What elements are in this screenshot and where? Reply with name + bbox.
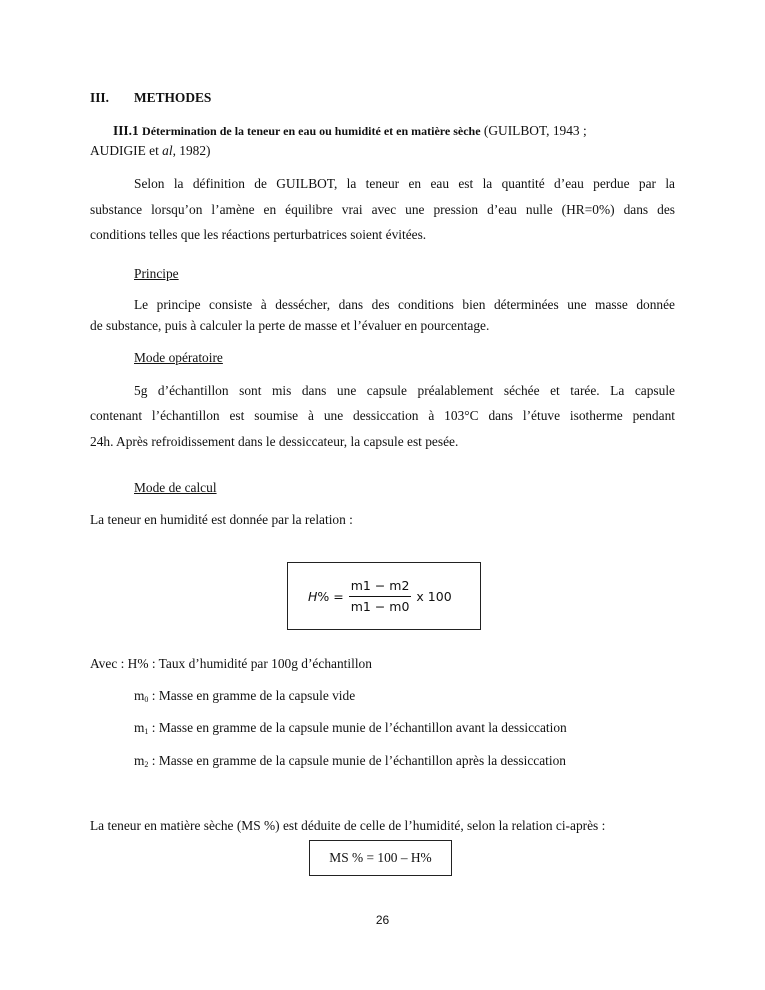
principe-line-1: Le principe consiste à dessécher, dans des conditions bien déterminées une masse donnée [134, 297, 675, 312]
m0-description: : Masse en gramme de la capsule vide [148, 688, 356, 703]
ref-etal: al [162, 143, 173, 158]
ref-authors: AUDIGIE et [90, 143, 163, 158]
mode-operatoire-line-1: 5g d’échantillon sont mis dans une capsule préalablement séchée et tarée. La capsule [134, 383, 675, 398]
humidity-formula [308, 573, 452, 619]
humidity-formula-box [287, 562, 481, 630]
matiere-seche-intro: La teneur en matière sèche (MS %) est déduite de celle de l’humidité, selon la relation ci-après : [90, 818, 606, 833]
formula-h-variable: H [308, 588, 318, 604]
section-heading [90, 90, 109, 106]
ref-year: , 1982) [172, 143, 211, 158]
subsection-ref-line2 [90, 138, 211, 164]
page-number: 26 [375, 913, 390, 927]
mode-calcul-intro: La teneur en humidité est donnée par la relation : [90, 512, 353, 527]
m2-symbol: m [134, 753, 145, 768]
section-number: III. [90, 90, 109, 105]
section-title: METHODES [134, 90, 212, 105]
definition-line-3: conditions telles que les réactions perturbatrices soient évitées. [90, 227, 427, 242]
definition-line-1: Selon la définition de GUILBOT, la teneur en eau est la quantité d’eau perdue par la [134, 176, 675, 191]
mode-calcul-title: Mode de calcul [134, 480, 217, 495]
m0-symbol: m [134, 688, 145, 703]
m1-subscript: 1 [144, 727, 149, 736]
subsection-title: Détermination de la teneur en eau ou humidité et en matière sèche [142, 124, 481, 138]
legend-m2 [134, 748, 566, 778]
formula-fraction [349, 577, 412, 616]
mode-operatoire-line-2: contenant l’échantillon est soumise à une dessiccation à 103°C dans l’étuve isotherme pendant [90, 408, 675, 423]
formula-lhs: % = [317, 588, 344, 604]
ms-formula-box [309, 840, 452, 876]
principe-line-2: de substance, puis à calculer la perte de masse et l’évaluer en pourcentage. [90, 318, 490, 333]
mode-operatoire-title: Mode opératoire [134, 350, 223, 365]
principe-title: Principe [134, 266, 179, 281]
formula-denominator: m1 − m0 [350, 598, 410, 614]
definition-line-2: substance lorsqu’on l’amène en équilibre vrai avec une pression d’eau nulle (HR=0%) dans des [90, 202, 675, 217]
m2-description: : Masse en gramme de la capsule munie de l’échantillon après la dessiccation [148, 753, 566, 768]
legend-avec: Avec : H% : Taux d’humidité par 100g d’échantillon [90, 656, 372, 671]
formula-multiplier: x 100 [416, 588, 452, 604]
formula-numerator: m1 − m2 [349, 577, 412, 597]
legend-m0 [134, 683, 355, 713]
subsection-ref: (GUILBOT, 1943 ; [483, 123, 587, 138]
m1-description: : Masse en gramme de la capsule munie de l’échantillon avant la dessiccation [148, 720, 567, 735]
ms-formula: MS % = 100 – H% [329, 850, 432, 865]
mode-operatoire-line-3: 24h. Après refroidissement dans le dessiccateur, la capsule est pesée. [90, 434, 459, 449]
m0-subscript: 0 [144, 695, 149, 704]
m2-subscript: 2 [144, 760, 149, 769]
m1-symbol: m [134, 720, 145, 735]
subsection-number: III.1 [113, 123, 139, 138]
legend-m1 [134, 715, 567, 745]
